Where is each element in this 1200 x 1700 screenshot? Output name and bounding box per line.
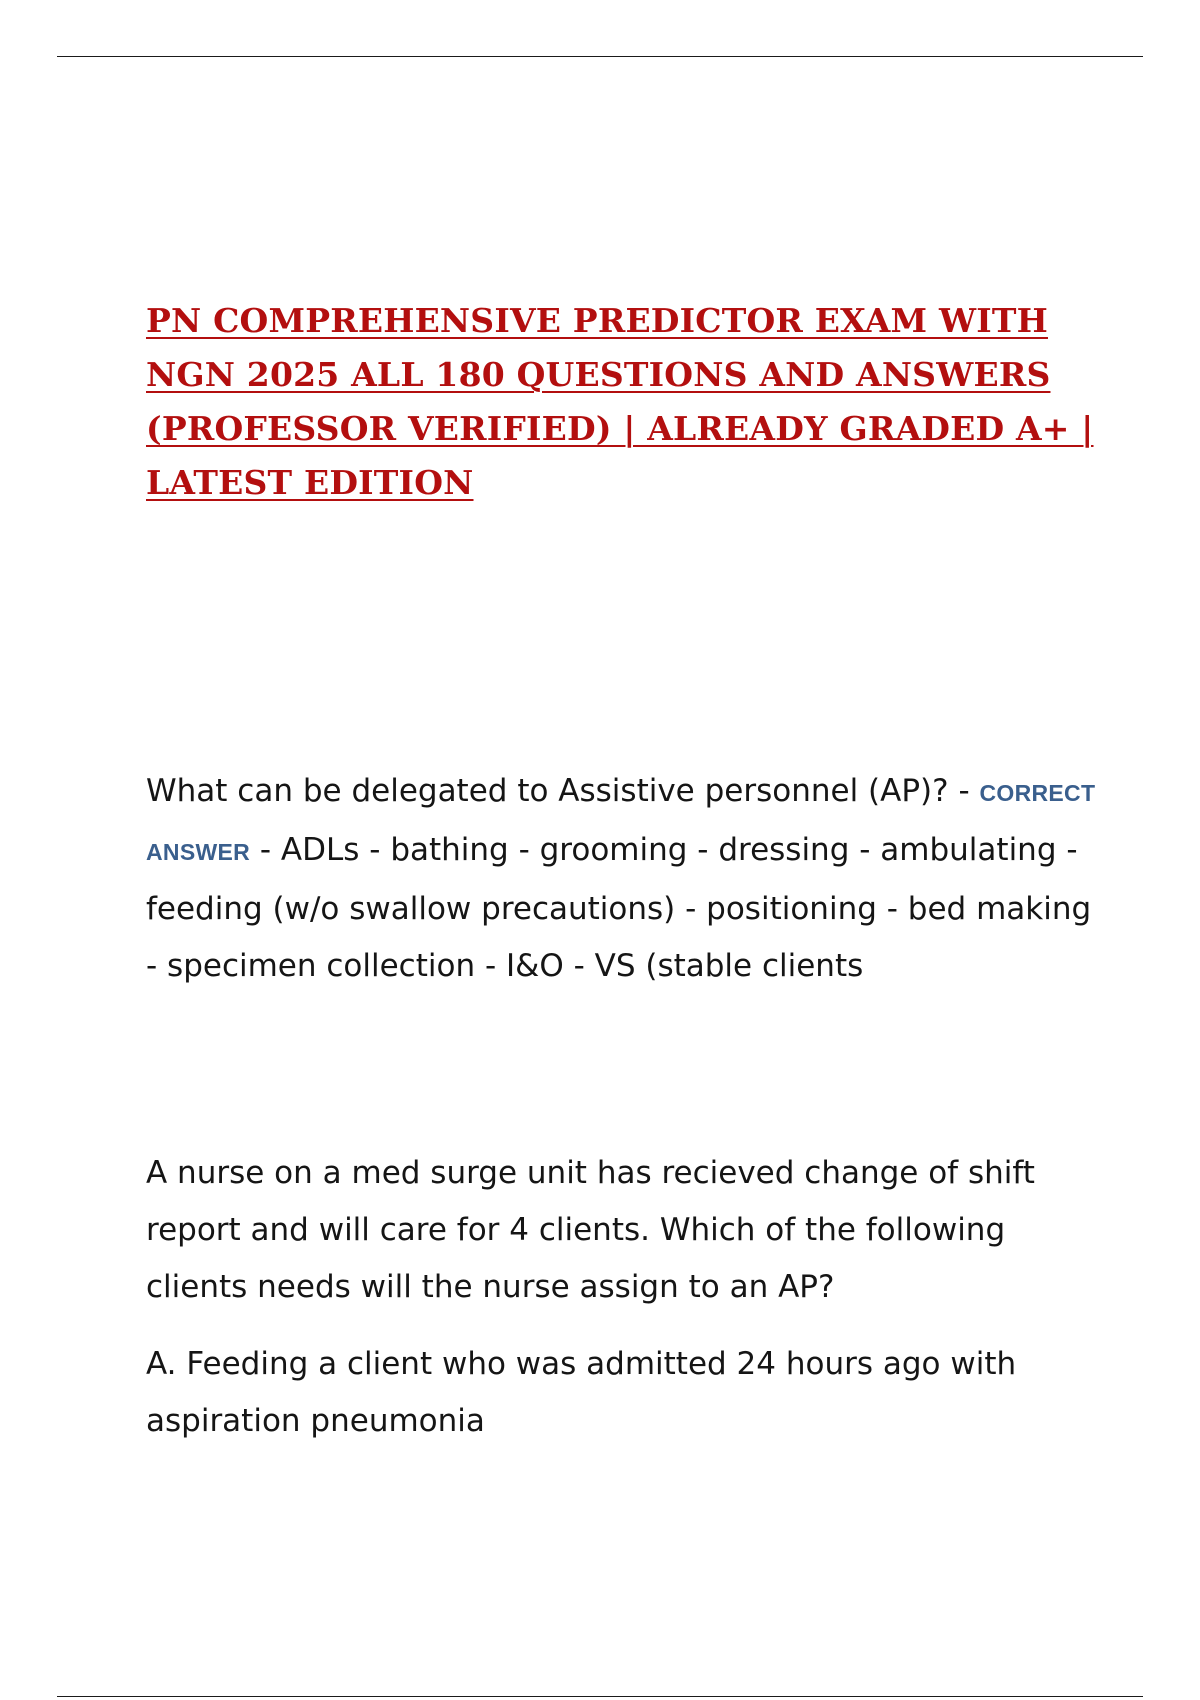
question-answer-block	[146, 763, 1106, 995]
top-divider	[57, 56, 1143, 57]
document-title: PN COMPREHENSIVE PREDICTOR EXAM WITH NGN 2025 ALL 180 QUESTIONS AND ANSWERS (PROFESSOR VERIFIED) | ALREADY GRADED A+ | LATEST EDITION	[146, 301, 1094, 502]
answer-text: - ADLs - bathing - grooming - dressing - ambulating - feeding (w/o swallow precautions) - positioning - bed making - specimen collection - I&O - VS (stable clients	[146, 832, 1092, 984]
question-text: A nurse on a med surge unit has recieved change of shift report and will care for 4 clients. Which of the following clients needs will the nurse assign to an AP?	[146, 1155, 1035, 1305]
bottom-divider	[57, 1696, 1143, 1697]
question-text: What can be delegated to Assistive personnel (AP)? -	[146, 773, 970, 809]
answer-option: A. Feeding a client who was admitted 24 hours ago with aspiration pneumonia	[146, 1346, 1017, 1439]
correct-answer-label: CORRECT ANSWER	[146, 780, 1096, 865]
